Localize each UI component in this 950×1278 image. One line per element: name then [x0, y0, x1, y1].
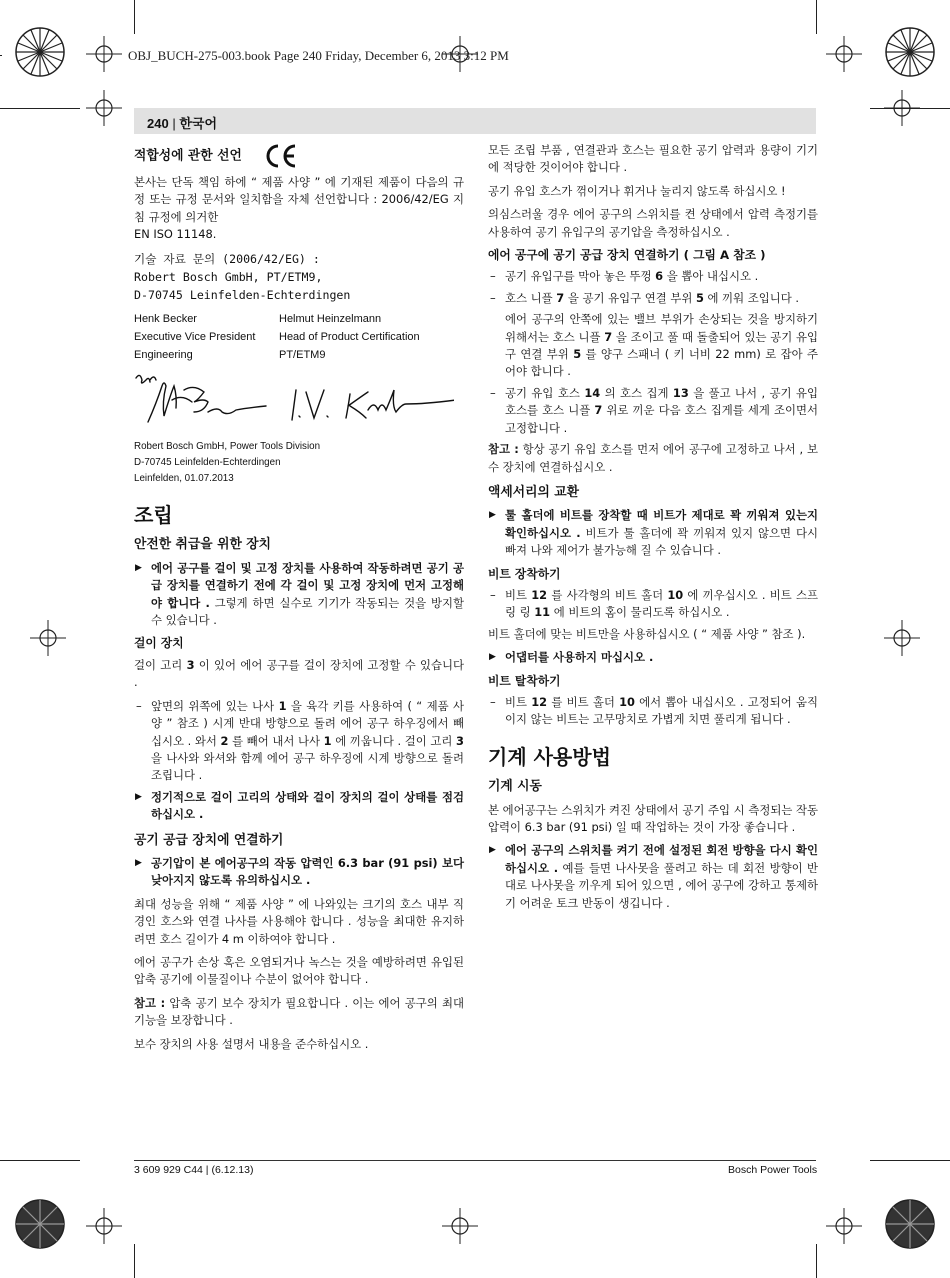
bullet-bold-text: 공기압이 본 에어공구의 작동 압력인 6.3 bar (91 psi) 보다 낮아지지 않도록 유의하십시오 . [151, 855, 464, 888]
bullet-triangle-icon: ▶ [135, 857, 142, 868]
registration-mark-bottom-left [2, 1186, 78, 1262]
bullet-item [134, 560, 464, 630]
signatories [134, 310, 464, 364]
subheading-insert-bit: 비트 장착하기 [488, 566, 561, 581]
company-address [134, 439, 464, 487]
dash-marker: – [490, 269, 496, 284]
bullet-bold-text: 정기적으로 걸이 고리의 상태와 걸이 장치의 걸이 상태를 점검하십시오 . [151, 789, 464, 822]
crosshair-bottom-center [442, 1208, 478, 1244]
signatory-name: Henk Becker [134, 312, 197, 325]
dash-item: – 비트 12 를 사각형의 비트 홀더 10 에 끼우십시오 . 비트 스프링 링 11 에 비트의 홈이 물리도록 하십시오 . [490, 587, 818, 620]
section-heading-air-supply: 공기 공급 장치에 연결하기 [134, 832, 284, 848]
right-column [488, 142, 818, 918]
crop-line [870, 1160, 950, 1161]
subheading-connect: 에어 공구에 공기 공급 장치 연결하기 ( 그림 A 참조 ) [488, 248, 766, 263]
header-language: 한국어 [179, 116, 218, 131]
tech-docs-address: D-70745 Leinfelden-Echterdingen [134, 287, 351, 302]
bullet-text: 비트가 툴 홀더에 꽉 끼워져 있지 않으면 다시 빠져 나와 제어가 불가능해 질 수 있습니다 . [505, 525, 818, 558]
section-heading-accessories: 액세서리의 교환 [488, 484, 579, 500]
crosshair-top-right [826, 36, 862, 72]
tech-docs-company: Robert Bosch GmbH, PT/ETM9, [134, 269, 323, 284]
subheading-remove-bit: 비트 탈착하기 [488, 673, 561, 688]
ce-mark-icon [264, 144, 298, 168]
page-header-bar [134, 108, 816, 134]
subheading-hanging: 걸이 장치 [134, 636, 184, 651]
company-city: D-70745 Leinfelden-Echterdingen [134, 457, 281, 469]
declaration-text: 본사는 단독 책임 하에 “ 제품 사양 ” 에 기재된 제품이 다음의 규정 또는 규정 문서와 일치함을 자체 선언합니다 : 2006/42/EG 지침 규정에 의거한 [134, 175, 464, 224]
left-column [134, 142, 464, 1059]
dash-item: – 앞면의 위쪽에 있는 나사 1 을 육각 키를 사용하여 ( “ 제품 사양 ” 참조 ) 시계 반대 방향으로 돌려 에어 공구 하우징에서 빼십시오 . 와서 2 를 빼어 내서 나사 1 에 끼웁니다 . 걸이 고리 3 을 나사와 와셔와 함께 에어 공구 하우징에 시계 방향으로 돌려 조립니다 . [136, 698, 464, 783]
declaration-standard: EN ISO 11148. [134, 227, 217, 242]
chapter-title-assembly: 조립 [134, 503, 173, 528]
paragraph: 모든 조립 부품 , 연결관과 호스는 필요한 공기 압력과 용량이 기기에 적당한 것이어야 합니다 . [488, 143, 818, 175]
section-heading-safety: 안전한 취급을 위한 장치 [134, 537, 271, 553]
crosshair-bottom-right [826, 1208, 862, 1244]
crop-line [134, 1244, 135, 1278]
signatory-2 [279, 310, 424, 364]
bullet-item [134, 789, 464, 824]
footer-brand: Bosch Power Tools [728, 1164, 818, 1176]
declaration-title: 적합성에 관한 선언 [134, 148, 242, 164]
paragraph: 공기 유입 호스가 꺾이거나 휘거나 눌리지 않도록 하십시오 ! [488, 183, 786, 198]
paragraph: 보수 장치의 사용 설명서 내용을 준수하십시오 . [134, 1036, 369, 1051]
paragraph: 에어 공구가 손상 혹은 오염되거나 녹스는 것을 예방하려면 유입된 압축 공기에 이물질이나 수분이 없어야 합니다 . [134, 954, 464, 987]
section-heading-starting: 기계 시동 [488, 779, 542, 795]
crop-line [0, 55, 2, 56]
crosshair-mid-left [30, 620, 66, 656]
crosshair-mid-right [884, 620, 920, 656]
footer-rule [134, 1160, 816, 1161]
dash-item-subparagraph: 에어 공구의 안쪽에 있는 밸브 부위가 손상되는 것을 방지하기 위해서는 호스 니플 7 을 조이고 풀 때 돌출되어 있는 공기 유입구 연결 부위 5 를 양구 스패너 ( 키 너비 22 mm) 로 잡아 주어야 합니다 . [505, 312, 818, 379]
handwritten-signatures [134, 370, 454, 430]
bullet-triangle-icon: ▶ [489, 845, 496, 856]
dash-marker: – [490, 385, 496, 400]
company-name: Robert Bosch GmbH, Power Tools Division [134, 441, 321, 453]
bullet-triangle-icon: ▶ [135, 791, 142, 802]
signatory-name: Helmut Heinzelmann [279, 312, 382, 325]
chapter-title-operation: 기계 사용방법 [488, 744, 611, 769]
footer-doc-number: 3 609 929 C44 | (6.12.13) [134, 1164, 254, 1176]
bullet-item [488, 842, 818, 912]
paragraph: 본 에어공구는 스위치가 켜진 상태에서 공기 주입 시 측정되는 작동 압력이 6.3 bar (91 psi) 일 때 작업하는 것이 가장 좋습니다 . [488, 802, 818, 834]
paragraph: 최대 성능을 위해 “ 제품 사양 ” 에 나와있는 크기의 호스 내부 직경인 호스와 연결 나사를 사용해야 합니다 . 성능을 최대한 유지하려면 호스 길이가 4 m 이하여야 합니다 . [134, 896, 464, 946]
bullet-bold-text: 에어 공구를 걸이 및 고정 장치를 사용하여 작동하려면 공기 공급 장치를 연결하기 전에 각 걸이 및 고정 장치에 먼저 고정해야 합니다 . [151, 560, 464, 610]
crosshair-header-left [86, 90, 122, 126]
dash-marker: – [490, 587, 496, 602]
dash-item: – 공기 유입구를 막아 놓은 뚜껑 6 을 뽑아 내십시오 . [488, 268, 818, 285]
section-heading [134, 144, 464, 168]
bullet-text: 예를 들면 나사못을 풀려고 하는 데 회전 방향이 반대로 나사못을 끼우게 되어 있으면 , 에어 공구에 강하고 통제하기 어려운 토크 반동이 생깁니다 . [505, 860, 819, 910]
bullet-bold-text: 에어 공구의 스위치를 켜기 전에 설정된 회전 방향을 다시 확인하십시오 . [505, 843, 818, 875]
crop-line [816, 1244, 817, 1278]
paragraph: 걸이 고리 3 이 있어 에어 공구를 걸이 장치에 고정할 수 있습니다 . [134, 657, 464, 690]
bullet-triangle-icon: ▶ [489, 652, 496, 663]
dash-marker: – [136, 698, 142, 713]
crosshair-top-left [86, 36, 122, 72]
signature-date: Leinfelden, 01.07.2013 [134, 473, 234, 485]
crop-line [0, 1160, 80, 1161]
signatory-dept: Engineering [134, 348, 193, 361]
dash-marker: – [490, 694, 496, 709]
signatory-1 [134, 310, 279, 364]
note-label: 참고 : [488, 442, 519, 457]
dash-item: – 호스 니플 7 을 공기 유입구 연결 부위 5 에 끼워 조입니다 . [488, 290, 818, 307]
signatory-dept: PT/ETM9 [279, 348, 326, 361]
registration-mark-top-left [2, 14, 78, 90]
bullet-item [488, 649, 818, 666]
crop-line [816, 0, 817, 34]
paragraph: 비트 홀더에 맞는 비트만을 사용하십시오 ( “ 제품 사양 ” 참조 ). [488, 626, 806, 641]
signatory-title: Head of Product Certification [279, 330, 420, 343]
dash-item: – 비트 12 를 비트 홀더 10 에서 뽑아 내십시오 . 고정되어 움직이지 않는 비트는 고무망치로 가볍게 치면 풀리게 됩니다 . [490, 694, 818, 727]
registration-mark-bottom-right [872, 1186, 948, 1262]
crop-line [134, 0, 135, 34]
note-paragraph: 참고 : 항상 공기 유입 호스를 먼저 에어 공구에 고정하고 나서 , 보수 장치에 연결하십시오 . [488, 442, 819, 474]
page-number: 240 [147, 116, 169, 131]
crosshair-bottom-left [86, 1208, 122, 1244]
paragraph: 의심스러울 경우 에어 공구의 스위치를 켠 상태에서 압력 측정기를 사용하여 공기 유입구의 공기압을 측정하십시오 . [488, 207, 818, 239]
note-paragraph: 참고 : 압축 공기 보수 장치가 필요합니다 . 이는 에어 공구의 최대 기능을 보장합니다 . [134, 995, 464, 1028]
dash-marker: – [490, 290, 496, 305]
bullet-triangle-icon: ▶ [135, 562, 142, 573]
tech-docs-line: 기술 자료 문의 (2006/42/EG) : [134, 251, 320, 266]
print-slug: OBJ_BUCH-275-003.book Page 240 Friday, December 6, 2013 3:12 PM [128, 48, 509, 63]
bullet-bold-text: 어댑터를 사용하지 마십시오 . [505, 650, 654, 665]
crop-line [0, 108, 80, 109]
note-label: 참고 : [134, 995, 166, 1010]
bullet-text: 그렇게 하면 실수로 기기가 작동되는 것을 방지할 수 있습니다 . [151, 595, 464, 628]
page-header [147, 113, 217, 132]
registration-mark-top-right [872, 14, 948, 90]
bullet-triangle-icon: ▶ [489, 510, 496, 521]
crop-line [870, 108, 950, 109]
dash-item: – 공기 유입 호스 14 의 호스 집게 13 을 풀고 나서 , 공기 유입 호스를 호스 니플 7 위로 끼운 다음 호스 집게를 세게 조이면서 고정합니다 . [490, 385, 819, 435]
header-separator: | [172, 116, 176, 131]
bullet-bold-text: 툴 홀더에 비트를 장착할 때 비트가 제대로 꽉 끼워져 있는지 확인하십시오 . [505, 508, 818, 540]
bullet-item [134, 855, 464, 890]
bullet-item [488, 507, 818, 559]
signatory-title: Executive Vice President [134, 330, 256, 343]
